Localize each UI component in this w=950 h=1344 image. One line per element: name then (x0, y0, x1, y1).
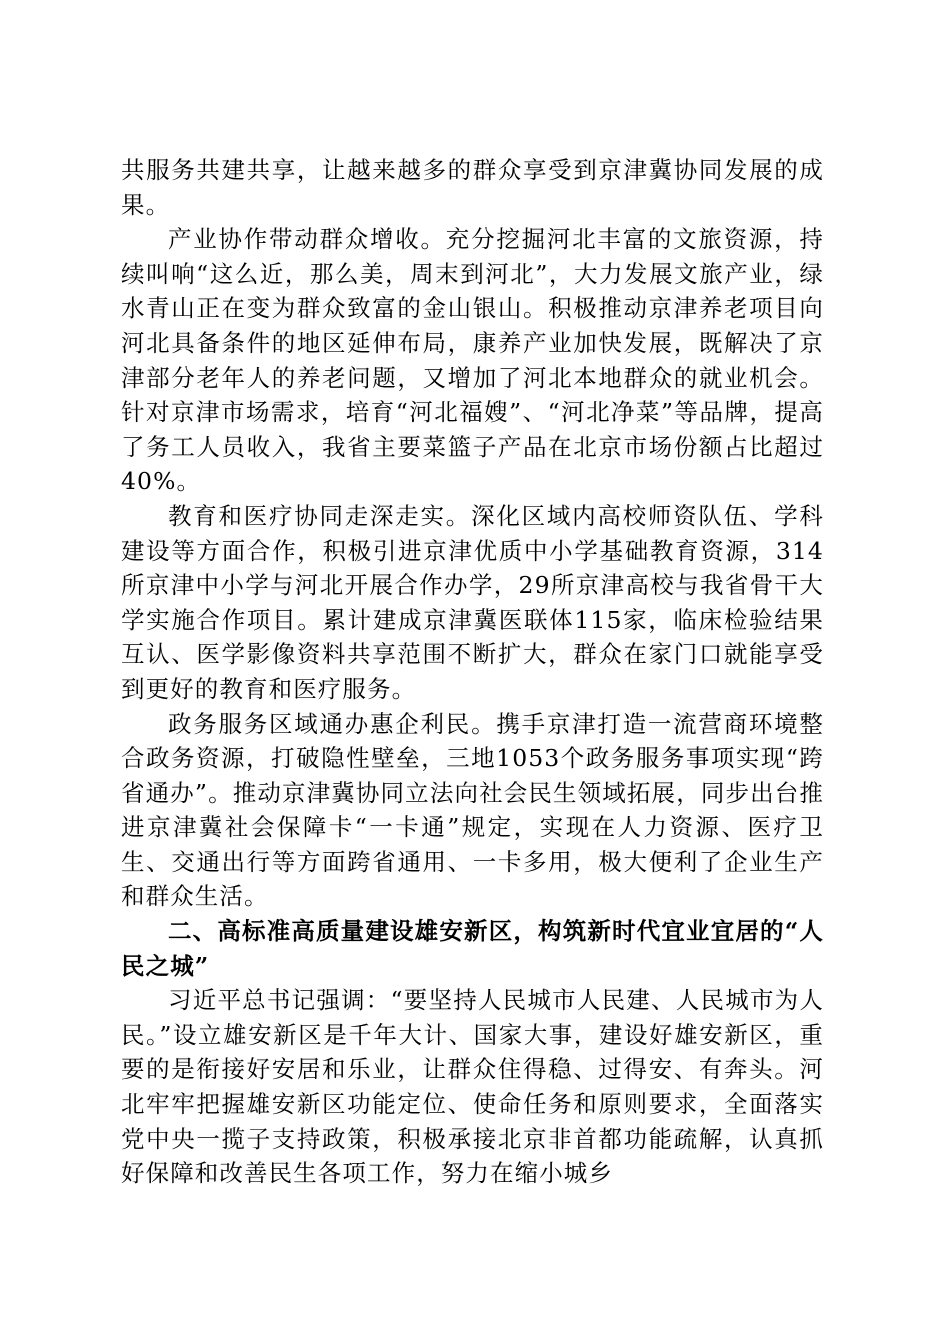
paragraph-xiongan: 习近平总书记强调：“要坚持人民城市人民建、人民城市为人民。”设立雄安新区是千年大计、国家大事，建设好雄安新区，重要的是衔接好安居和乐业，让群众住得稳、过得安、有奔头。河北牢牢把握雄安新区功能定位、使命任务和原则要求，全面落实党中央一揽子支持政策，积极承接北京非首都功能疏解，认真抓好保障和改善民生各项工作，努力在缩小城乡 (121, 986, 824, 1188)
document-body (121, 153, 824, 1191)
section-heading: 二、高标准高质量建设雄安新区，构筑新时代宜业宜居的“人民之城” (121, 917, 824, 980)
paragraph-continuation: 共服务共建共享，让越来越多的群众享受到京津冀协同发展的成果。 (121, 156, 824, 219)
paragraph-education-medical: 教育和医疗协同走深走实。深化区域内高校师资队伍、学科建设等方面合作，积极引进京津优质中小学基础教育资源，314所京津中小学与河北开展合作办学，29所京津高校与我省骨干大学实施合作项目。累计建成京津冀医联体115家，临床检验结果互认、医学影像资料共享范围不断扩大，群众在家门口就能享受到更好的教育和医疗服务。 (121, 501, 824, 703)
paragraph-government-services: 政务服务区域通办惠企利民。携手京津打造一流营商环境整合政务资源，打破隐性壁垒，三地1053个政务服务事项实现“跨省通办”。推动京津冀协同立法向社会民生领域拓展，同步出台推进京津冀社会保障卡“一卡通”规定，实现在人力资源、医疗卫生、交通出行等方面跨省通用、一卡多用，极大便利了企业生产和群众生活。 (121, 709, 824, 911)
paragraph-industry-cooperation: 产业协作带动群众增收。充分挖掘河北丰富的文旅资源，持续叫响“这么近，那么美，周末到河北”，大力发展文旅产业，绿水青山正在变为群众致富的金山银山。积极推动京津养老项目向河北具备条件的地区延伸布局，康养产业加快发展，既解决了京津部分老年人的养老问题，又增加了河北本地群众的就业机会。针对京津市场需求，培育“河北福嫂”、“河北净菜”等品牌，提高了务工人员收入，我省主要菜篮子产品在北京市场份额占比超过40%。 (121, 225, 824, 496)
